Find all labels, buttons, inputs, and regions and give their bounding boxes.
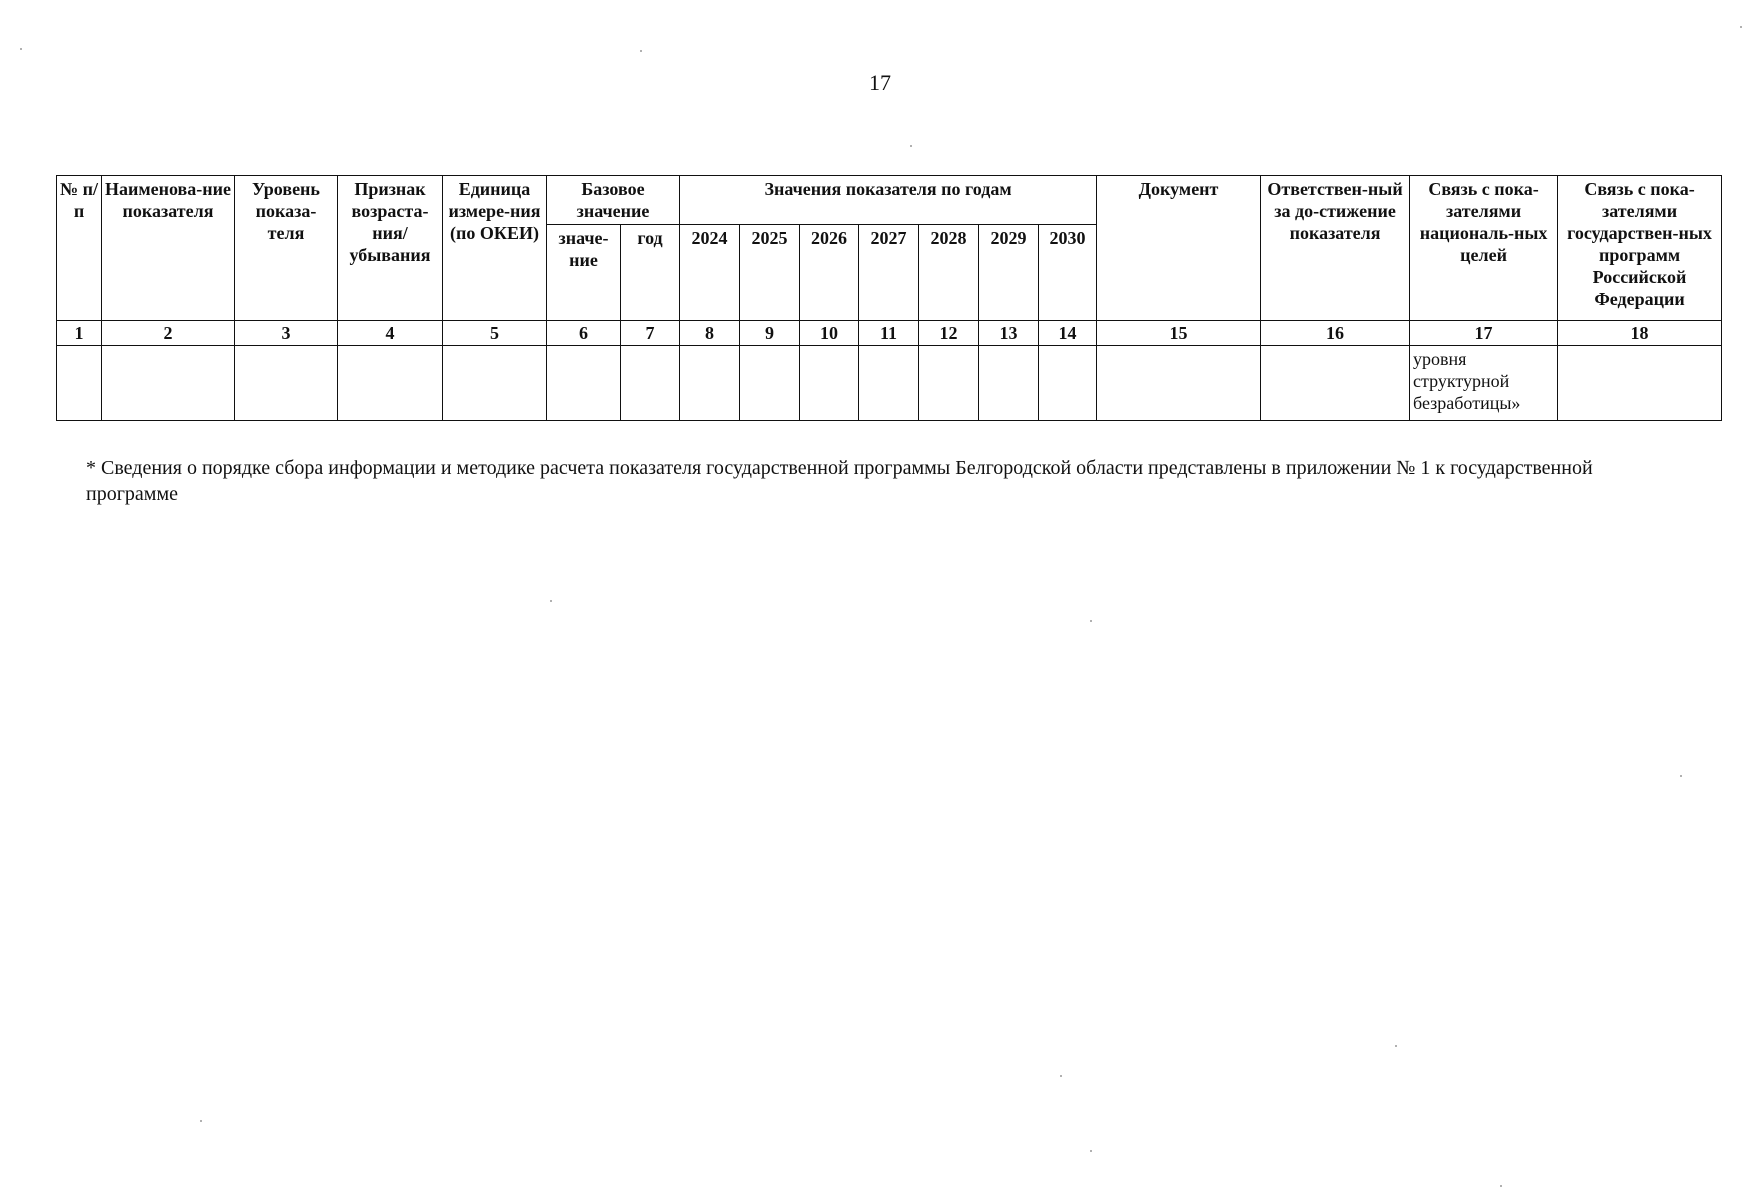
column-number: 6: [547, 321, 621, 346]
header-year-2024: 2024: [680, 225, 740, 321]
table-cell: [919, 346, 979, 421]
scan-speck: [640, 50, 642, 52]
table-cell: [1039, 346, 1097, 421]
header-base-year: год: [621, 225, 680, 321]
header-name: Наименова-ние показателя: [102, 176, 235, 321]
table-cell: [979, 346, 1039, 421]
column-number: 2: [102, 321, 235, 346]
column-number: 1: [57, 321, 102, 346]
table-cell: [800, 346, 859, 421]
scan-speck: [1500, 1185, 1502, 1187]
column-number: 9: [740, 321, 800, 346]
column-number: 10: [800, 321, 859, 346]
scan-speck: [1740, 26, 1742, 28]
table-cell: [338, 346, 443, 421]
table-cell: [547, 346, 621, 421]
header-year-2026: 2026: [800, 225, 859, 321]
column-number: 11: [859, 321, 919, 346]
header-num: № п/п: [57, 176, 102, 321]
column-number: 18: [1558, 321, 1722, 346]
header-row-1: [57, 176, 1722, 225]
header-national-goals: Связь с пока-зателями националь-ных целей: [1410, 176, 1558, 321]
table-cell: [680, 346, 740, 421]
table-cell: [57, 346, 102, 421]
table-cell: [1261, 346, 1410, 421]
scan-speck: [1680, 775, 1682, 777]
header-level: Уровень показа-теля: [235, 176, 338, 321]
column-numbers-row: [57, 321, 1722, 346]
header-state-programs: Связь с пока-зателями государствен-ных программ Российской Федерации: [1558, 176, 1722, 321]
scan-speck: [200, 1120, 202, 1122]
header-year-2025: 2025: [740, 225, 800, 321]
header-unit: Единица измере-ния (по ОКЕИ): [443, 176, 547, 321]
header-responsible: Ответствен-ный за до-стижение показателя: [1261, 176, 1410, 321]
national-goals-cell: уровня структурной безработицы»: [1410, 346, 1558, 421]
table-cell: [740, 346, 800, 421]
table-cell: [1097, 346, 1261, 421]
column-number: 8: [680, 321, 740, 346]
column-number: 3: [235, 321, 338, 346]
header-year-2028: 2028: [919, 225, 979, 321]
header-year-2030: 2030: [1039, 225, 1097, 321]
table-cell: [621, 346, 680, 421]
column-number: 13: [979, 321, 1039, 346]
table-cell: [102, 346, 235, 421]
column-number: 12: [919, 321, 979, 346]
scan-speck: [1090, 1150, 1092, 1152]
column-number: 14: [1039, 321, 1097, 346]
column-number: 15: [1097, 321, 1261, 346]
column-number: 5: [443, 321, 547, 346]
table-row: [57, 346, 1722, 421]
header-year-2029: 2029: [979, 225, 1039, 321]
column-number: 4: [338, 321, 443, 346]
column-number: 7: [621, 321, 680, 346]
header-base-value: значе-ние: [547, 225, 621, 321]
header-year-2027: 2027: [859, 225, 919, 321]
scan-speck: [1090, 620, 1092, 622]
table-cell: [443, 346, 547, 421]
indicators-table: [56, 175, 1722, 421]
header-base: Базовое значение: [547, 176, 680, 225]
footnote: * Сведения о порядке сбора информации и методике расчета показателя государственной программы Белгородской области представлены в приложении № 1 к государственной программе: [86, 457, 1593, 505]
column-number: 17: [1410, 321, 1558, 346]
header-trend: Признак возраста-ния/ убывания: [338, 176, 443, 321]
scan-speck: [1060, 1075, 1062, 1077]
header-values-by-year: Значения показателя по годам: [680, 176, 1097, 225]
column-number: 16: [1261, 321, 1410, 346]
scan-speck: [1395, 1045, 1397, 1047]
scan-speck: [20, 48, 22, 50]
header-document: Документ: [1097, 176, 1261, 321]
page-number: 17: [869, 70, 891, 95]
table-cell: [235, 346, 338, 421]
table-cell: [1558, 346, 1722, 421]
table-cell: [859, 346, 919, 421]
scan-speck: [910, 145, 912, 147]
scan-speck: [550, 600, 552, 602]
